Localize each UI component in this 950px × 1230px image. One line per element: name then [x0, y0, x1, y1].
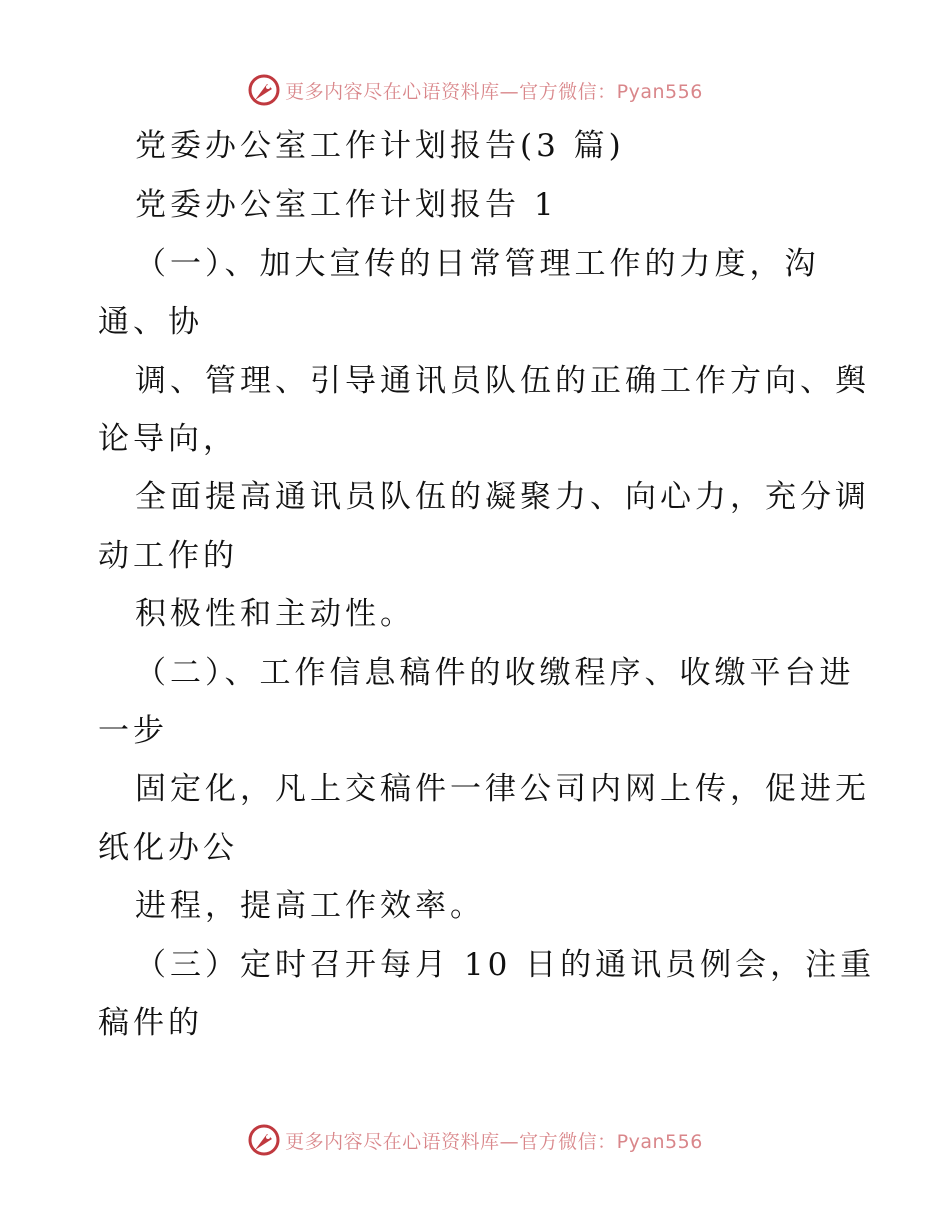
- paragraph-line: 一步: [98, 713, 168, 749]
- paragraph-line: （三）定时召开每月 10 日的通讯员例会，注重: [135, 947, 876, 983]
- paragraph-line: 论导向，: [98, 421, 238, 457]
- paragraph-line: 全面提高通讯员队伍的凝聚力、向心力，充分调: [135, 479, 870, 515]
- header-banner-text: 更多内容尽在心语资料库—官方微信：Pyan556: [285, 80, 703, 103]
- document-subtitle: 党委办公室工作计划报告 1: [135, 187, 558, 223]
- paragraph-line: 稿件的: [98, 1005, 203, 1041]
- paragraph-line: （一）、加大宣传的日常管理工作的力度，沟: [135, 246, 820, 282]
- paragraph-line: 固定化，凡上交稿件一律公司内网上传，促进无: [135, 771, 870, 807]
- paragraph-line: 通、协: [98, 304, 203, 340]
- document-title: 党委办公室工作计划报告(3 篇): [135, 128, 625, 164]
- paragraph-line: 进程，提高工作效率。: [135, 888, 485, 924]
- paragraph-line: 调、管理、引导通讯员队伍的正确工作方向、舆: [135, 363, 870, 399]
- footer-banner-text: 更多内容尽在心语资料库—官方微信：Pyan556: [285, 1130, 703, 1153]
- footer-banner: [0, 1120, 950, 1160]
- paragraph-line: 积极性和主动性。: [135, 596, 415, 632]
- paragraph-line: （二）、工作信息稿件的收缴程序、收缴平台进: [135, 655, 855, 691]
- pen-nib-logo-icon: [247, 1123, 281, 1157]
- paragraph-line: 动工作的: [98, 538, 238, 574]
- paragraph-line: 纸化办公: [98, 830, 238, 866]
